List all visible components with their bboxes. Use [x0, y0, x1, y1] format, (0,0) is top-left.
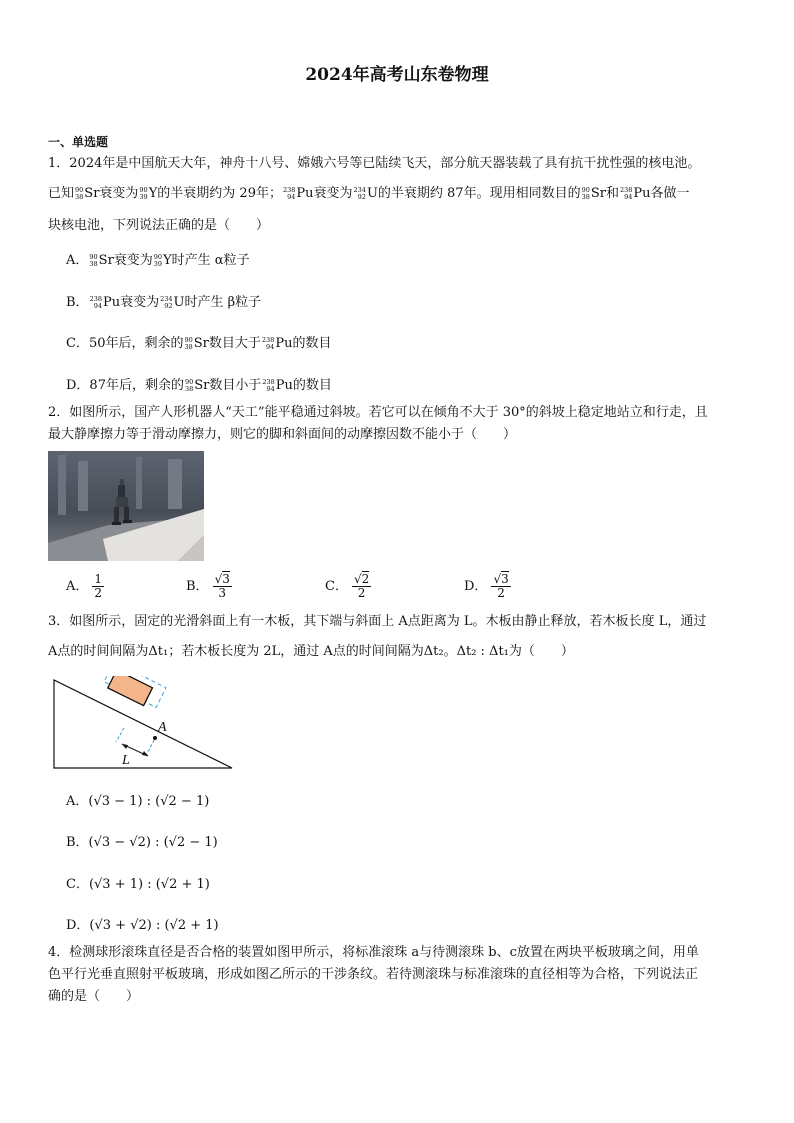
isotope-pu: 238 94	[619, 185, 633, 201]
q3-line-1: 3．如图所示，固定的光滑斜面上有一木板，其下端与斜面上 A点距离为 L。木板由静止释放，若木板长度 L，通过	[48, 614, 707, 629]
isotope-sr: 90 38	[75, 185, 84, 201]
incline-board-diagram	[48, 676, 238, 776]
q1-option-a[interactable]: A． 90 38 Sr衰变为 90 39 Y时产生 α粒子	[66, 252, 250, 268]
isotope-u: 234 92	[353, 185, 366, 201]
q3-option-d[interactable]: D．(√3 + √2) : (√2 + 1)	[66, 918, 219, 933]
q4-line-2: 色平行光垂直照射平板玻璃，形成如图乙所示的干涉条纹。若待测滚珠与标准滚珠的直径相等为合格，下列说法正	[48, 967, 699, 982]
q2-option-a[interactable]: A． $\frac{1}{2}$	[66, 572, 103, 600]
q1-option-c[interactable]: C．50年后，剩余的 90 38 Sr数目大于 238 94 Pu的数目	[66, 335, 332, 351]
q2-option-c[interactable]: C． $\frac{√2}{2}$	[325, 572, 370, 600]
isotope-pu: 238 94	[282, 185, 296, 201]
q3-option-b[interactable]: B．(√3 − √2) : (√2 − 1)	[66, 835, 218, 850]
point-a-label: A	[158, 720, 167, 735]
isotope-sr: 90 38	[581, 185, 590, 201]
q2-line-2: 最大静摩擦力等于滑动摩擦力，则它的脚和斜面间的动摩擦因数不能小于（ ）	[48, 427, 517, 442]
q3-option-c[interactable]: C．(√3 + 1) : (√2 + 1)	[66, 877, 210, 892]
q1-line-1: 1．2024年是中国航天大年，神舟十八号、嫦娥六号等已陆续飞天，部分航天器装载了具有抗干扰性强的核电池。	[48, 156, 701, 171]
q4-line-1: 4．检测球形滚珠直径是否合格的装置如图甲所示，将标准滚珠 a与待测滚珠 b、c放置在两块平板玻璃之间，用单	[48, 945, 699, 960]
length-l-label: L	[122, 753, 130, 768]
q3-line-2: A点的时间间隔为Δt₁；若木板长度为 2L，通过 A点的时间间隔为Δt₂。Δt₂ : Δt₁为（ ）	[48, 644, 574, 659]
q1-option-b[interactable]: B． 238 94 Pu衰变为 234 92 U时产生 β粒子	[66, 294, 262, 310]
q1-line-3: 块核电池，下列说法正确的是（ ）	[48, 218, 270, 233]
robot-slope-photo	[48, 451, 204, 561]
q3-option-a[interactable]: A．(√3 − 1) : (√2 − 1)	[66, 794, 210, 809]
page-title: 2024年高考山东卷物理	[305, 65, 489, 85]
q2-option-b[interactable]: B． $\frac{√3}{3}$	[186, 572, 230, 600]
q4-line-3: 确的是（ ）	[48, 989, 140, 1004]
isotope-y: 90 39	[139, 185, 148, 201]
q2-option-d[interactable]: D． $\frac{√3}{2}$	[464, 572, 509, 600]
q1-line-2: 已知 90 38 Sr衰变为 90 39 Y的半衰期约为 29年； 238 94 Pu衰变为 234 92 U的半衰期约 87年。现用相同数目的 90 38 Sr和 238 94 Pu各做一	[48, 185, 690, 201]
q2-line-1: 2．如图所示，国产人形机器人“天工”能平稳通过斜坡。若它可以在倾角不大于 30°的斜坡上稳定地站立和行走，且	[48, 405, 708, 420]
q1-option-d[interactable]: D．87年后，剩余的 90 38 Sr数目小于 238 94 Pu的数目	[66, 377, 332, 393]
section-heading: 一、单选题	[48, 135, 109, 149]
